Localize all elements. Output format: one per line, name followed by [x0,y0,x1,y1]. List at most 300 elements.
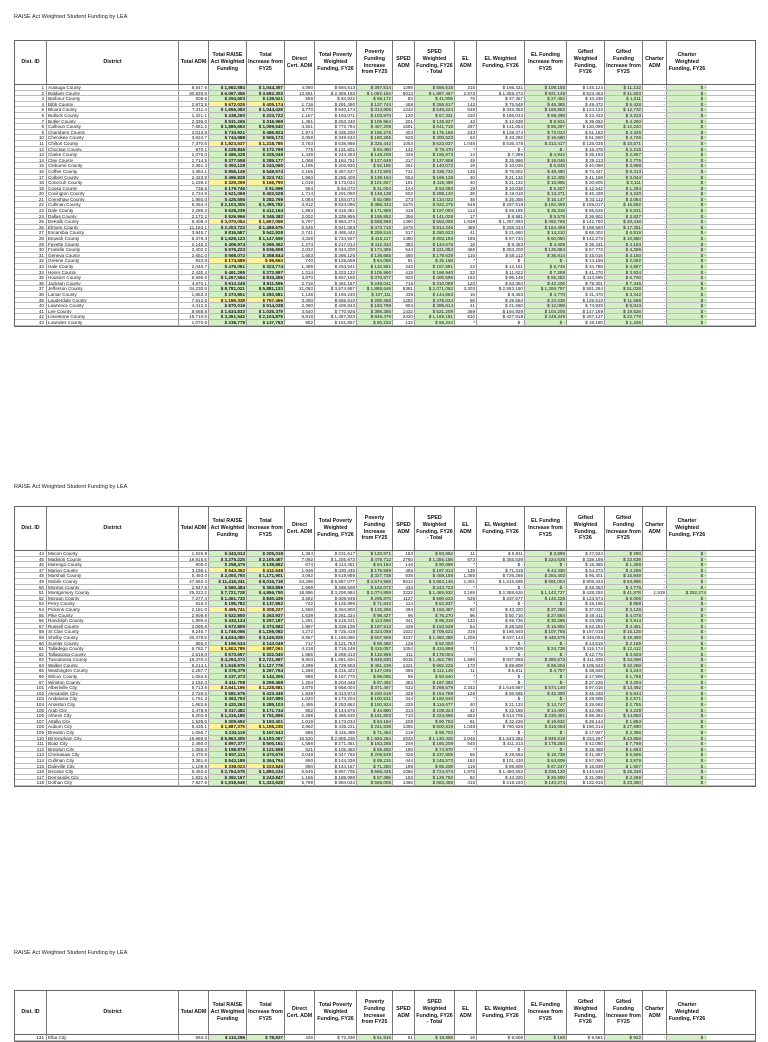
cell-elinc: $ 4,409 [525,242,567,247]
cell-pov: $ 223,122 [315,270,357,275]
cell-cert: 18,896 [285,590,315,595]
table-row [15,320,755,326]
cell-ca: - [643,270,667,275]
cell-ginc: $ 16,949 [605,573,643,578]
cell-sped: 192 [393,775,415,780]
cell-inc: $ 247,890 [247,696,285,701]
cell-pov: $ 286,126 [315,253,357,258]
cell-cert: 1,946 [285,568,315,573]
cell-id: 32 [15,258,47,263]
cell-elw: $ 76,602 [477,169,525,174]
cell-sped: 84 [393,96,415,101]
cell-cw: $ - [667,91,707,96]
cell-cw: $ - [667,562,707,567]
cell-adm: 2,046.7 [179,264,209,269]
cell-raise: $ 392,167 [209,775,247,780]
cell-elinc: $ - [525,585,567,590]
cell-elinc: $ - [525,641,567,646]
cell-elw: $ - [477,696,525,701]
cell-id: 101 [15,685,47,690]
cell-inc: $ 1,218,785 [247,141,285,146]
cell-name: Pike County [47,613,179,618]
cell-pov: $ 405,843 [315,303,357,308]
cell-sped: 3222 [393,590,415,595]
cell-ginc: $ 4,325 [605,130,643,135]
cell-povinc: $ 2,074,859 [357,590,393,595]
cell-elw: $ 96,149 [477,275,525,280]
cell-pov: $ 640,174 [315,107,357,112]
cell-ginc: $ 3,988 [605,163,643,168]
cell-ginc: $ 6,413 [605,169,643,174]
cell-spedw: $ 153,549 [415,624,455,629]
cell-raise: $ 572,809 [209,624,247,629]
cell-inc: $ 542,828 [247,230,285,235]
cell-el: 132 [455,618,477,623]
cell-spedw: $ 99,319 [415,618,455,623]
cell-adm: 970.1 [179,147,209,152]
cell-gw: $ 14,519 [567,641,605,646]
cell-cw: $ - [667,230,707,235]
cell-cert: 2,390 [285,303,315,308]
cell-el: 369 [455,309,477,314]
cell-adm: 3,013.8 [179,130,209,135]
cell-cert: 1,598 [285,741,315,746]
cell-povinc: $ 327,738 [357,573,393,578]
cell-spedw: $ 144,663 [415,292,455,297]
cell-sped: 1360 [393,219,415,224]
cell-cw: $ - [667,158,707,163]
cell-adm: 1,070.6 [179,320,209,325]
cell-ginc: $ 1,011 [605,96,643,101]
cell-elw: $ 71,319 [477,568,525,573]
cell-id: 64 [15,663,47,668]
cell-elinc: $ 73,024 [525,130,567,135]
column-header: EL Weighted Funding, FY26 [477,991,525,1034]
cell-elinc: $ 12,099 [525,303,567,308]
cell-raise: $ 317,482 [209,708,247,713]
cell-raise: $ 198,878 [209,747,247,752]
cell-pov: $ 941,583 [315,225,357,230]
cell-cert: 4,328 [285,236,315,241]
cell-raise: $ 195,782 [209,601,247,606]
cell-inc: $ 323,774 [247,264,285,269]
cell-adm: 2,423.9 [179,175,209,180]
cell-inc: $ 265,362 [247,242,285,247]
cell-raise: $ 375,379 [209,668,247,673]
cell-pov: $ 725,418 [315,629,357,634]
cell-ca: - [643,202,667,207]
cell-spedw: $ 237,806 [415,752,455,757]
cell-name: Daleville City [47,764,179,769]
cell-id: 65 [15,668,47,673]
cell-pov: $ 217,014 [315,242,357,247]
cell-inc: $ 405,174 [247,102,285,107]
cell-elw: $ 10,038 [477,163,525,168]
cell-gw: $ 95,401 [567,573,605,578]
cell-name: Monroe County [47,585,179,590]
cell-sped: 130 [393,113,415,118]
cell-spedw: $ 822,275 [415,202,455,207]
cell-elinc: $ 313,417 [525,141,567,146]
cell-ginc: $ 10,571 [605,141,643,146]
cell-inc: $ 260,681 [247,292,285,297]
cell-elinc: $ 249,349 [525,314,567,319]
cell-ca: - [643,236,667,241]
document-title: RAISE Act Weighted Student Funding by LEA [14,484,128,490]
cell-ginc: $ 4,887 [605,264,643,269]
cell-elinc: $ 46,385 [525,102,567,107]
cell-pov: $ 984,034 [315,780,357,785]
column-header: SPED ADM [393,507,415,550]
cell-elw: $ 7,396 [477,152,525,157]
cell-el: 465 [455,247,477,252]
cell-povinc: $ 84,164 [357,719,393,724]
cell-raise: $ 1,746,056 [209,629,247,634]
cell-elw: $ 1,358,274 [477,91,525,96]
cell-raise: $ 733,921 [209,130,247,135]
cell-inc: $ 205,018 [247,551,285,556]
cell-spedw: $ 269,579 [415,685,455,690]
cell-gw: $ 160,214 [567,724,605,729]
cell-el: 19 [455,163,477,168]
cell-el: * [455,674,477,679]
cell-cw: $ - [667,769,707,774]
cell-povinc: $ 259,516 [357,230,393,235]
cell-raise: $ 479,061 [209,264,247,269]
cell-name: Fayette County [47,242,179,247]
cell-adm: 3,361.6 [179,758,209,763]
cell-name: Macon County [47,551,179,556]
cell-sped: 142 [393,147,415,152]
cell-raise: $ 526,966 [209,214,247,219]
cell-el: 1,586 [455,657,477,662]
cell-raise: $ 1,518,979 [209,663,247,668]
cell-el: 1,839 [455,219,477,224]
cell-el: 49 [455,158,477,163]
cell-gw: $ 49,411 [567,613,605,618]
cell-gw: $ 26,144 [567,719,605,724]
cell-pov: $ 144,676 [315,708,357,713]
cell-id: 37 [15,286,47,291]
cell-ginc: $ 10,258 [605,663,643,668]
cell-id: 38 [15,292,47,297]
cell-elinc: $ 109,155 [525,85,567,90]
cell-inc: $ 470,676 [247,752,285,757]
cell-raise: $ 406,974 [209,242,247,247]
cell-sped: 394 [393,607,415,612]
cell-ginc: $ 5,644 [605,691,643,696]
cell-id: 5 [15,107,47,112]
cell-el: 1,048 [455,724,477,729]
cell-elw: $ 21,660 [477,303,525,308]
document-title: RAISE Act Weighted Student Funding by LEA [14,14,128,20]
cell-povinc: $ 136,665 [357,253,393,258]
cell-povinc: $ 325,442 [357,141,393,146]
cell-ca: - [643,219,667,224]
cell-el: 2,342 [455,685,477,690]
cell-gw: $ 36,431 [567,242,605,247]
cell-spedw: $ 78,470 [415,147,455,152]
cell-adm: 1,109.5 [179,764,209,769]
cell-pov: $ 770,926 [315,309,357,314]
cell-elw: $ 32,226 [477,719,525,724]
cell-cert: 2,741 [285,230,315,235]
cell-elw: $ - [477,680,525,685]
cell-povinc: $ 112,334 [357,242,393,247]
cell-cw: $ - [667,219,707,224]
column-header: Dist. ID [15,507,47,550]
cell-ca: - [643,135,667,140]
cell-name: Elmore County [47,225,179,230]
cell-id: 1 [15,85,47,90]
cell-ginc: $ 16,125 [605,629,643,634]
cell-spedw: $ 300,523 [415,135,455,140]
cell-inc: $ 138,521 [247,96,285,101]
cell-cert: 4,551 [285,124,315,129]
cell-elinc: $ 6,845 [525,163,567,168]
cell-inc: $ 358,844 [247,253,285,258]
cell-gw: $ 142,780 [567,219,605,224]
cell-sped: 1576 [393,202,415,207]
cell-ginc: $ 4,220 [605,191,643,196]
cell-ginc: $ 4,163 [605,242,643,247]
cell-name: Alexander City [47,691,179,696]
cell-inc: $ 137,862 [247,601,285,606]
cell-gw: $ 41,159 [567,175,605,180]
cell-inc: $ 325,049 [247,152,285,157]
column-header: SPED Weighted Funding, FY26 - Total [415,507,455,550]
cell-el: 54 [455,624,477,629]
cell-raise: $ 233,119 [209,730,247,735]
cell-gw: $ 523,462 [567,91,605,96]
cell-raise: $ 1,562,584 [209,85,247,90]
cell-ginc: $ 34,698 [605,657,643,662]
cell-elw: $ 2,388,626 [477,590,525,595]
cell-name: Talladega County [47,646,179,651]
cell-pov: $ 1,497,823 [315,314,357,319]
cell-raise: $ 433,134 [209,618,247,623]
cell-elw: $ 166,940 [477,629,525,634]
cell-pov: $ 339,106 [315,624,357,629]
cell-cw: $ - [667,163,707,168]
cell-ca: - [643,186,667,191]
cell-pov: $ 291,390 [315,102,357,107]
cell-elinc: $ 35,318 [525,208,567,213]
cell-adm: 5,713.5 [179,685,209,690]
cell-id: 117 [15,775,47,780]
cell-elinc: $ 27,256 [525,607,567,612]
cell-adm: 833.8 [179,258,209,263]
cell-sped: 2420 [393,314,415,319]
cell-el: 545 [455,741,477,746]
table-section-3 [14,990,756,1042]
cell-inc: $ 1,890,234 [247,769,285,774]
cell-povinc: $ 148,208 [357,152,393,157]
cell-ca: - [643,158,667,163]
cell-spedw: $ 140,072 [415,163,455,168]
cell-sped: 180 [393,747,415,752]
cell-cert: 2,022 [285,247,315,252]
cell-spedw: $ 141,029 [415,214,455,219]
cell-povinc: $ 100,531 [357,696,393,701]
cell-cw: $ - [667,242,707,247]
cell-povinc: $ 89,065 [357,674,393,679]
cell-cert: 1,563 [285,175,315,180]
cell-spedw: $ 175,166 [415,130,455,135]
cell-adm: 2,480.0 [179,741,209,746]
cell-elinc: $ 574,140 [525,685,567,690]
cell-gw: $ 145,124 [567,85,605,90]
column-header: Direct Cert. ADM [285,41,315,84]
cell-spedw: $ 434,898 [415,646,455,651]
cell-sped: 517 [393,230,415,235]
cell-ca: - [643,657,667,662]
cell-name: Bibb County [47,102,179,107]
cell-sped: 181 [393,180,415,185]
cell-name: DeKalb County [47,219,179,224]
cell-elw: $ 1,215,595 [477,579,525,584]
cell-povinc: $ 80,233 [357,320,393,325]
cell-pov: $ 461,197 [315,281,357,286]
cell-adm: 3,196.1 [179,568,209,573]
cell-ca: - [643,696,667,701]
cell-povinc: $ 451,239 [357,663,393,668]
cell-adm: 6,214.1 [179,663,209,668]
cell-gw: $ 79,301 [567,281,605,286]
cell-gw: $ 40,098 [567,163,605,168]
cell-pov: $ 173,034 [315,180,357,185]
cell-raise: $ 531,265 [209,119,247,124]
cell-cw: $ - [667,286,707,291]
cell-ginc: $ 3,204 [605,680,643,685]
cell-ca: - [643,96,667,101]
cell-elinc: $ 19,632 [525,719,567,724]
cell-sped: 1878 [393,225,415,230]
cell-raise: $ 1,316,185 [209,713,247,718]
cell-ca: - [643,102,667,107]
cell-elw: $ - [477,652,525,657]
cell-spedw: $ 197,093 [415,208,455,213]
cell-ginc: $ 22,779 [605,314,643,319]
cell-el: 96 [455,613,477,618]
cell-ca: - [643,281,667,286]
cell-raise: $ 657,113 [209,752,247,757]
cell-povinc: $ 44,880 [357,708,393,713]
table-header [15,41,755,85]
cell-spedw: $ 125,827 [415,119,455,124]
cell-el: * [455,601,477,606]
cell-ca: - [643,652,667,657]
cell-inc: $ 137,763 [247,320,285,325]
cell-cw: $ - [667,635,707,640]
cell-povinc: $ 1,888,648 [357,286,393,291]
cell-adm: 8,408.4 [179,219,209,224]
cell-cert: 1,716 [285,102,315,107]
cell-adm: 3,624.7 [179,135,209,140]
cell-gw: $ 35,153 [567,152,605,157]
cell-ca: - [643,169,667,174]
cell-spedw: $ 3,584,146 [415,579,455,584]
cell-spedw: $ 653,193 [415,236,455,241]
cell-elinc: $ - [525,696,567,701]
cell-el: 170 [455,663,477,668]
cell-inc: $ 412,164 [247,208,285,213]
cell-sped: 2633 [393,736,415,741]
cell-id: 46 [15,562,47,567]
cell-sped: 3015 [393,657,415,662]
cell-ginc: $ 1,663 [605,747,643,752]
cell-elw: $ 22,188 [477,708,525,713]
cell-pov: $ 330,445 [315,568,357,573]
cell-adm: 7,277.4 [179,596,209,601]
table-header [15,507,755,551]
cell-ca: - [643,147,667,152]
cell-cw: $ - [667,107,707,112]
cell-raise: $ 1,634,833 [209,309,247,314]
cell-id: 56 [15,618,47,623]
cell-inc: $ 3,149,825 [247,635,285,640]
cell-id: 23 [15,208,47,213]
cell-cert: 2,288 [285,713,315,718]
cell-inc: $ 2,105,467 [247,557,285,562]
cell-elinc: $ 921,149 [525,91,567,96]
cell-cert: 3,875 [285,685,315,690]
cell-name: Marion County [47,568,179,573]
cell-el: 2,045 [455,736,477,741]
cell-spedw: $ 180,209 [415,741,455,746]
cell-pov: $ 193,240 [315,292,357,297]
cell-elinc: $ - [525,730,567,735]
cell-name: Covington County [47,191,179,196]
column-header: Poverty Funding Increase from FY25 [357,991,393,1034]
cell-el: 56 [455,298,477,303]
cell-cert: 740 [285,258,315,263]
cell-ca: - [643,585,667,590]
cell-ca: - [643,741,667,746]
cell-el: 185 [455,236,477,241]
cell-el: * [455,320,477,325]
cell-cert: 2,048 [285,752,315,757]
cell-spedw: $ 1,465,932 [415,590,455,595]
cell-name: Chickasaw City [47,752,179,757]
cell-name: Madison County [47,557,179,562]
cell-inc: $ 223,849 [247,764,285,769]
cell-id: 26 [15,225,47,230]
cell-gw: $ 88,364 [567,713,605,718]
cell-cw: $ - [667,208,707,213]
cell-povinc: $ 92,155 [357,163,393,168]
cell-id: 58 [15,629,47,634]
cell-id: 57 [15,624,47,629]
cell-adm: 47,662.4 [179,579,209,584]
cell-inc: $ 486,824 [247,130,285,135]
cell-ca: - [643,557,667,562]
cell-cw: $ - [667,102,707,107]
cell-name: Arab City [47,708,179,713]
cell-povinc: $ 139,164 [357,175,393,180]
cell-id: 2 [15,91,47,96]
cell-spedw: $ 55,244 [415,320,455,325]
cell-name: Bullock County [47,113,179,118]
cell-sped: 96 [393,613,415,618]
cell-inc: $ 364,794 [247,758,285,763]
cell-raise: $ 543,189 [209,758,247,763]
cell-spedw: $ 41,806 [415,96,455,101]
cell-spedw: $ 590,633 [415,596,455,601]
cell-spedw: $ 1,169,181 [415,314,455,319]
column-header: Gifted Weighted Funding, FY26 [567,41,605,84]
cell-elinc: $ 107,765 [525,629,567,634]
